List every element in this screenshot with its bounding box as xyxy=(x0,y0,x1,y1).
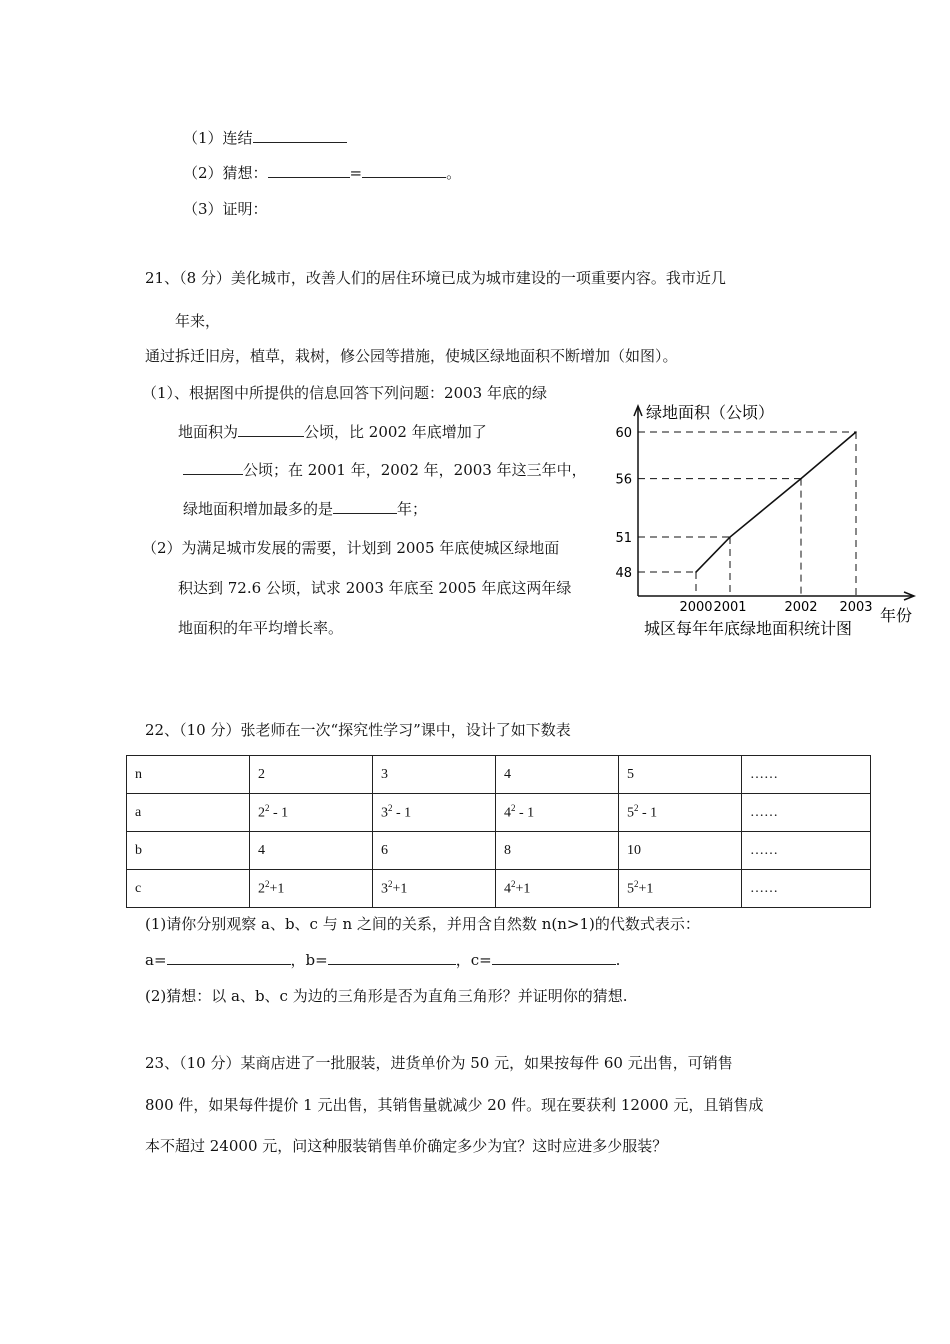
q22-line1: 22、（10 分）张老师在一次“探究性学习”课中，设计了如下数表 xyxy=(145,721,571,739)
table-ellipsis: …… xyxy=(742,794,871,832)
table-cell xyxy=(619,870,742,908)
series-line xyxy=(696,432,856,572)
cell-exponent: 2 xyxy=(265,803,270,814)
table-row-label: c xyxy=(127,870,250,908)
y-tick-label: 60 xyxy=(615,426,632,441)
q21-line3: 通过拆迁旧房，植草，栽树，修公园等措施，使城区绿地面积不断增加（如图）。 xyxy=(145,347,678,365)
cell-exponent: 2 xyxy=(388,879,393,890)
cell-tail: +1 xyxy=(638,881,654,897)
cell-base: 4 xyxy=(504,881,511,897)
q21-line2: 年来， xyxy=(175,312,221,330)
table-row xyxy=(127,794,871,832)
q21-sub2-line3: 地面积的年平均增长率。 xyxy=(178,619,344,637)
q20-part3: （3）证明： xyxy=(183,200,268,218)
x-axis-title: 年份 xyxy=(880,606,913,625)
cell-exponent: 2 xyxy=(265,879,270,890)
cell-base: 4 xyxy=(258,842,265,858)
x-tick-label: 2001 xyxy=(713,600,747,615)
table-cell xyxy=(619,832,742,870)
cell-base: 2 xyxy=(258,805,265,821)
q21-line1: 21、（8 分）美化城市，改善人们的居住环境已成为城市建设的一项重要内容。我市近几 xyxy=(145,269,726,287)
q21-sub1-line4: 绿地面积增加最多的是 年； xyxy=(183,500,428,518)
cell-base: 6 xyxy=(381,842,388,858)
table-cell xyxy=(373,794,496,832)
chart-guides xyxy=(638,432,856,596)
q23-line2: 800 件，如果每件提价 1 元出售，其销售量就减少 20 件。现在要获利 12000 元，且销售成 xyxy=(145,1096,764,1114)
chart-labels xyxy=(615,403,912,638)
answer-blank[interactable] xyxy=(253,128,347,143)
answer-blank[interactable] xyxy=(238,422,304,437)
cell-tail: +1 xyxy=(515,881,531,897)
green-area-chart xyxy=(612,398,924,648)
table-row-label: a xyxy=(127,794,250,832)
answer-blank-a[interactable] xyxy=(167,950,291,965)
table-cell xyxy=(373,832,496,870)
table-cell xyxy=(496,832,619,870)
cell-exponent: 2 xyxy=(634,803,639,814)
table-cell xyxy=(250,794,373,832)
cell-base: 2 xyxy=(258,881,265,897)
table-cell xyxy=(619,794,742,832)
table-cell xyxy=(373,756,496,794)
cell-base: 3 xyxy=(381,766,388,782)
cell-base: 5 xyxy=(627,766,634,782)
cell-base: 4 xyxy=(504,805,511,821)
cell-base: 5 xyxy=(627,805,634,821)
q22-formula-line: a= ，b= ，c= . xyxy=(145,951,621,969)
y-axis-title: 绿地面积（公顷） xyxy=(646,403,775,422)
q20-part2: （2）猜想： = 。 xyxy=(183,164,462,182)
table-row-label: n xyxy=(127,756,250,794)
q23-line3: 本不超过 24000 元，问这种服装销售单价确定多少为宜？这时应进多少服装？ xyxy=(145,1137,668,1155)
q22-sub1: (1)请你分别观察 a、b、c 与 n 之间的关系，并用含自然数 n(n>1)的代数式表示： xyxy=(145,915,700,933)
table-ellipsis: …… xyxy=(742,870,871,908)
table-ellipsis: …… xyxy=(742,832,871,870)
q23-line1: 23、（10 分）某商店进了一批服装，进货单价为 50 元，如果按每件 60 元出售，可销售 xyxy=(145,1054,733,1072)
y-tick-label: 48 xyxy=(615,566,632,582)
table-row-label: b xyxy=(127,832,250,870)
number-table xyxy=(126,755,871,908)
answer-blank-c[interactable] xyxy=(492,950,616,965)
data-point-2003 xyxy=(855,431,857,433)
cell-tail: - 1 xyxy=(515,805,535,821)
answer-blank[interactable] xyxy=(362,163,446,178)
table-row xyxy=(127,756,871,794)
table-cell xyxy=(250,870,373,908)
y-tick-label: 56 xyxy=(615,472,632,488)
chart-title: 城区每年年底绿地面积统计图 xyxy=(644,619,853,638)
q22-sub2: (2)猜想：以 a、b、c 为边的三角形是否为直角三角形？并证明你的猜想. xyxy=(145,987,628,1005)
cell-tail: - 1 xyxy=(392,805,412,821)
table-cell xyxy=(496,756,619,794)
q21-sub2-line2: 积达到 72.6 公顷，试求 2003 年底至 2005 年底这两年绿 xyxy=(178,579,572,597)
table-cell xyxy=(496,870,619,908)
cell-base: 4 xyxy=(504,766,511,782)
table-cell xyxy=(373,870,496,908)
table-cell xyxy=(250,756,373,794)
cell-exponent: 2 xyxy=(511,803,516,814)
table-cell xyxy=(619,756,742,794)
cell-exponent: 2 xyxy=(388,803,393,814)
chart-series xyxy=(695,431,857,573)
cell-base: 3 xyxy=(381,805,388,821)
q21-sub1-line2: 地面积为 公顷，比 2002 年底增加了 xyxy=(178,423,487,441)
x-tick-label: 2002 xyxy=(784,600,818,615)
answer-blank[interactable] xyxy=(183,460,243,475)
cell-base: 10 xyxy=(627,842,641,858)
table-row xyxy=(127,832,871,870)
answer-blank[interactable] xyxy=(333,499,397,514)
cell-tail: +1 xyxy=(392,881,408,897)
q20-part1: （1）连结 xyxy=(183,128,347,148)
cell-tail: - 1 xyxy=(269,805,289,821)
answer-blank-b[interactable] xyxy=(328,950,456,965)
data-point-2001 xyxy=(729,536,731,538)
table-cell xyxy=(250,832,373,870)
cell-tail: - 1 xyxy=(638,805,658,821)
q21-sub1-line1: （1）、根据图中所提供的信息回答下列问题：2003 年底的绿 xyxy=(142,384,547,402)
cell-exponent: 2 xyxy=(511,879,516,890)
data-point-2000 xyxy=(695,571,697,573)
table-cell xyxy=(496,794,619,832)
cell-base: 3 xyxy=(381,881,388,897)
answer-blank[interactable] xyxy=(268,163,350,178)
table-ellipsis: …… xyxy=(742,756,871,794)
chart-axes xyxy=(634,406,914,600)
table-row xyxy=(127,870,871,908)
data-point-2002 xyxy=(800,478,802,480)
q21-sub1-line3: 公顷；在 2001 年，2002 年，2003 年这三年中， xyxy=(183,460,587,480)
cell-base: 8 xyxy=(504,842,511,858)
cell-base: 5 xyxy=(627,881,634,897)
x-tick-label: 2003 xyxy=(839,600,873,615)
x-tick-label: 2000 xyxy=(679,600,713,615)
cell-base: 2 xyxy=(258,766,265,782)
y-tick-label: 51 xyxy=(615,531,632,547)
q21-sub2-line1: （2）为满足城市发展的需要，计划到 2005 年底使城区绿地面 xyxy=(142,539,560,557)
cell-exponent: 2 xyxy=(634,879,639,890)
cell-tail: +1 xyxy=(269,881,285,897)
